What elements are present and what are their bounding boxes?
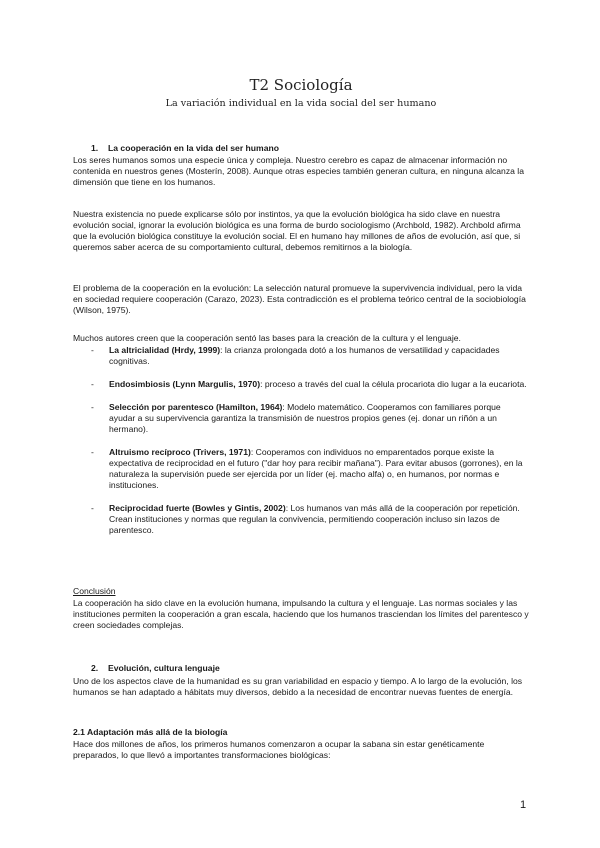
list-item-text: : la crianza prolongada dotó a los humanos de versatilidad y capacidades cognitivas. [109,345,500,366]
section-1-paragraph-3: El problema de la cooperación en la evolución: La selección natural promueve la supervivencia individual, pero la vida en sociedad requiere cooperación (Carazo, 2023). Esta contradicción es el problema teórico central de la sociobiología (Wilson, 1975). [73,283,526,315]
list-item-text: : Modelo matemático. Cooperamos con familiares porque ayudar a su supervivencia garantiza la transmisión de nuestros propios genes (ej. donar un riñón a un hermano). [109,402,501,434]
section-2-heading-text: Evolución, cultura lenguaje [108,663,220,673]
document-subtitle: La variación individual en la vida social del ser humano [165,98,437,109]
list-dash: - [91,447,94,457]
section-1-paragraph-2: Nuestra existencia no puede explicarse sólo por instintos, ya que la evolución biológica ha sido clave en nuestra evolución social, ignorar la evolución biológica es una forma de burdo sociologismo (Archbold, 1982). Archbold afirma que la evolución biológica constituye la evolución social. El en humano hay millones de años de evolución, así que, si queremos saber acerca de su comportamiento cultural, debemos remitirnos a la biología. [73,209,521,252]
section-2-paragraph-1: Uno de los aspectos clave de la humanidad es su gran variabilidad en espacio y tiempo. A lo largo de la evolución, los humanos se han adaptado a hábitats muy diversos, debido a la necesidad de encontrar nuevas fuentes de energía. [73,676,523,697]
list-item-term: La altricialidad (Hrdy, 1999) [109,345,221,355]
list-dash: - [91,345,94,355]
list-item-text: : Los humanos van más allá de la cooperación por repetición. Crean instituciones y normas que regulan la convivencia, permitiendo cooperación incluso sin lazos de parentesco. [109,503,520,535]
list-item [73,345,529,367]
section-2-heading [91,663,220,674]
page-number: 1 [520,799,527,811]
list-item-term: Reciprocidad fuerte (Bowles y Gintis, 2002) [109,503,286,513]
list-item-term: Endosimbiosis (Lynn Margulis, 1970) [109,379,261,389]
section-1-heading [91,143,279,154]
section-2-number: 2. [91,663,99,673]
list-item-text: : Cooperamos con individuos no emparentados porque existe la expectativa de reciprocidad en el futuro ("dar hoy para recibir mañana"). Para evitar abusos (gorrones), en la naturaleza la supervisión puede ser ejercida por un líder (ej. macho alfa) o, en humanos, por normas e instituciones. [109,447,523,490]
list-item [73,503,529,536]
list-item [73,379,529,390]
section-1-paragraph-4: Muchos autores creen que la cooperación sentó las bases para la creación de la cultura y el lenguaje. [73,333,461,343]
conclusion-paragraph: La cooperación ha sido clave en la evolución humana, impulsando la cultura y el lenguaje. Las normas sociales y las instituciones permiten la cooperación a gran escala, haciendo que los humanos trasciendan los límites del parentesco y creen sociedades complejas. [73,598,529,630]
list-item-text: : proceso a través del cual la célula procariota dio lugar a la eucariota. [260,379,527,389]
subsection-2-1-heading: 2.1 Adaptación más allá de la biología [73,727,228,737]
section-2-paragraph-2: Hace dos millones de años, los primeros humanos comenzaron a ocupar la sabana sin estar genéticamente preparados, lo que llevó a importantes transformaciones biológicas: [73,739,485,760]
list-item-term: Altruismo recíproco (Trivers, 1971) [109,447,251,457]
list-dash: - [91,379,94,389]
list-dash: - [91,402,94,412]
section-1-number: 1. [91,143,99,153]
document-title: T2 Sociología [249,76,353,94]
cooperation-theories-list [73,345,529,536]
list-item [73,447,529,491]
section-1-heading-text: La cooperación en la vida del ser humano [108,143,279,153]
conclusion-label: Conclusión [73,586,116,596]
list-item [73,402,529,435]
list-item-term: Selección por parentesco (Hamilton, 1964) [109,402,283,412]
section-1-paragraph-1: Los seres humanos somos una especie única y compleja. Nuestro cerebro es capaz de almacenar información no contenida en nuestros genes (Mosterín, 2008). Aunque otras especies también generan cultura, en ninguna alcanza la dimensión que tiene en los humanos. [73,155,524,187]
list-dash: - [91,503,94,513]
